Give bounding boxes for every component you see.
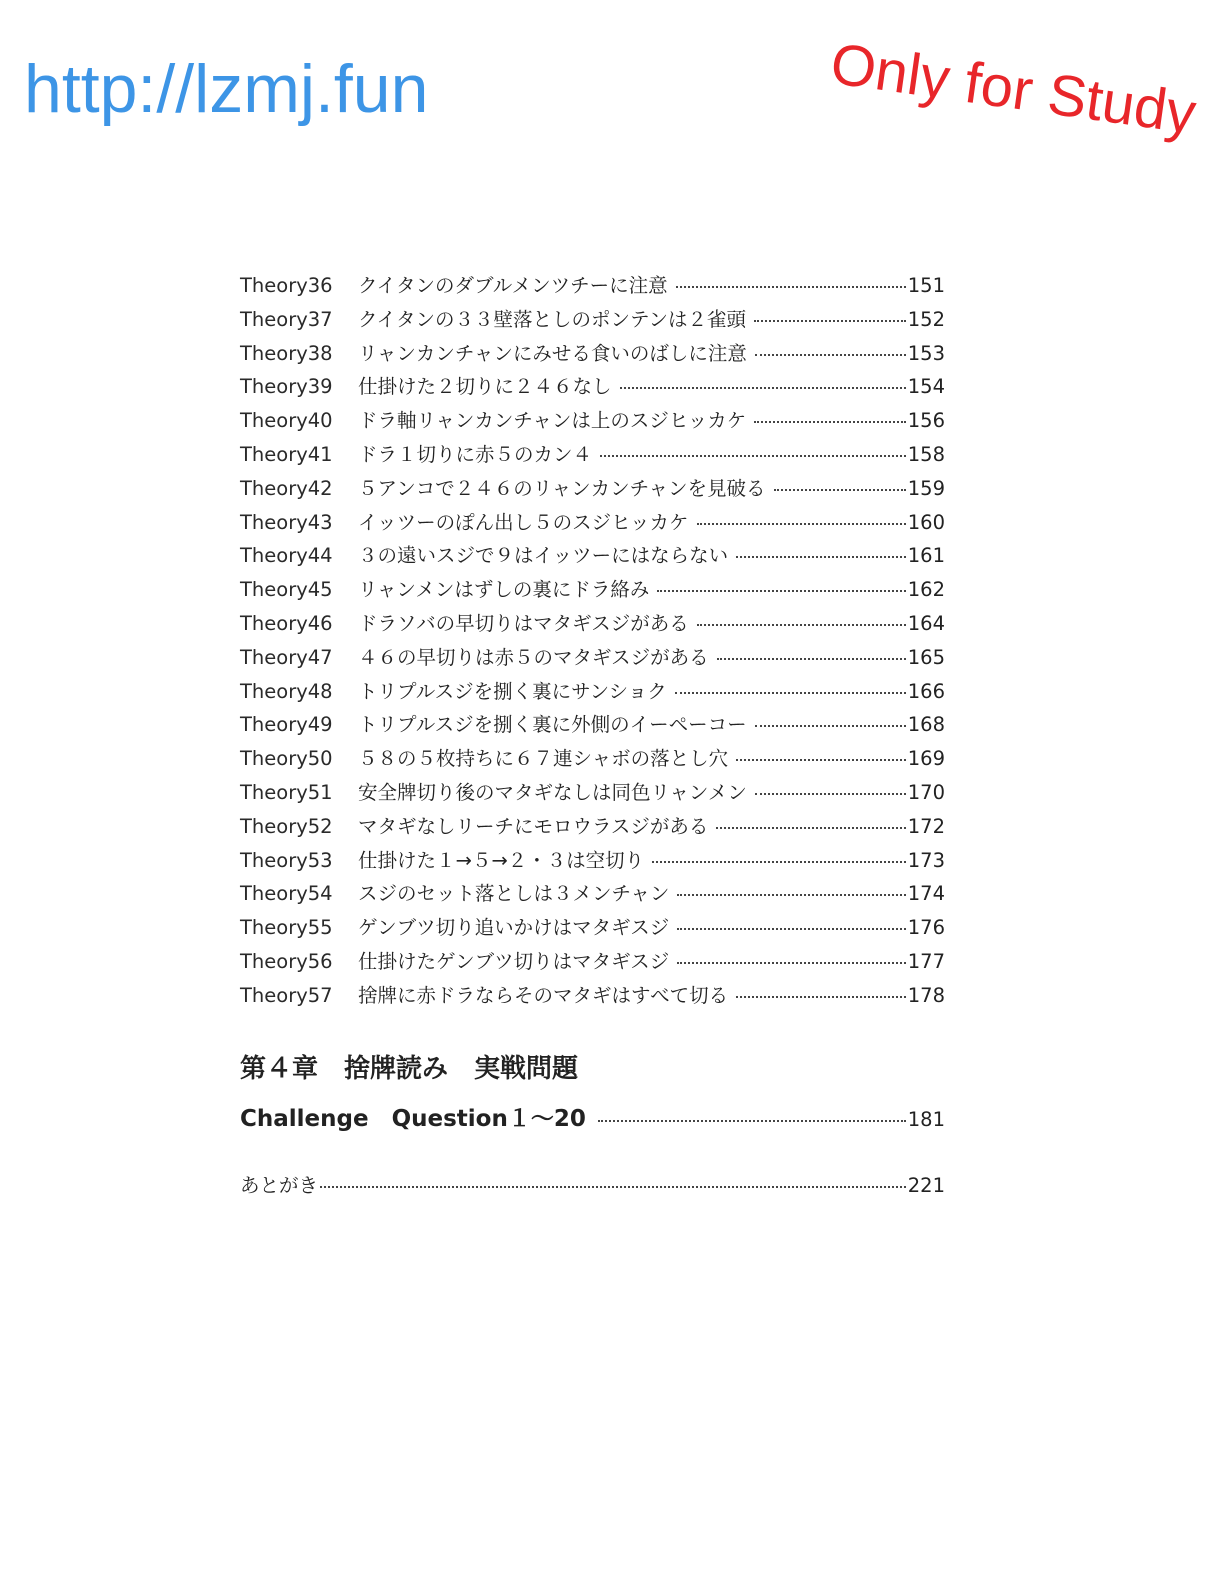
- toc-entry-page: 166: [907, 679, 945, 703]
- toc-entry-label: Theory52: [240, 814, 333, 838]
- toc-entry-label: Theory43: [240, 510, 333, 534]
- chapter-heading: 第４章 捨牌読み 実戦問題: [240, 1054, 579, 1084]
- toc-entry-title: あとがき: [240, 1174, 319, 1197]
- dot-leader: [754, 420, 906, 423]
- dot-leader: [755, 792, 906, 795]
- toc-entry[interactable]: [240, 270, 945, 304]
- toc-entry-title: ４６の早切りは赤５のマタギスジがある: [358, 645, 709, 669]
- toc-entry-title: ３の遠いスジで９はイッツーにはならない: [358, 544, 729, 568]
- toc-entry-title: Challenge Question１〜20: [240, 1106, 586, 1132]
- toc-entry-afterword[interactable]: [240, 1170, 945, 1198]
- toc-entry-label: Theory44: [240, 544, 333, 568]
- toc-entry-label: Theory38: [240, 341, 333, 365]
- toc-entry-page: 169: [907, 747, 945, 771]
- toc-entry-page: 154: [907, 375, 945, 399]
- dot-leader: [754, 319, 906, 322]
- toc-entry-page: 159: [907, 476, 945, 500]
- toc-entry-label: Theory51: [240, 780, 333, 804]
- toc-entry-label: Theory46: [240, 611, 333, 635]
- toc-entry[interactable]: [240, 912, 945, 946]
- toc-entry-title: クイタンの３３壁落としのポンテンは２雀頭: [358, 307, 747, 331]
- toc-entry[interactable]: [240, 304, 945, 338]
- toc-entry-label: Theory37: [240, 307, 333, 331]
- toc-entry[interactable]: [240, 439, 945, 473]
- dot-leader: [677, 927, 906, 930]
- toc-entry[interactable]: [240, 473, 945, 507]
- dot-leader: [716, 826, 905, 829]
- toc-entry-title: ゲンブツ切り追いかけはマタギスジ: [358, 916, 670, 940]
- toc-entry-title: リャンメンはずしの裏にドラ絡み: [358, 578, 650, 602]
- toc-entry[interactable]: [240, 540, 945, 574]
- toc-entry-title: ５アンコで２４６のリャンカンチャンを見破る: [358, 476, 766, 500]
- toc-entry[interactable]: [240, 946, 945, 980]
- toc-entry[interactable]: [240, 811, 945, 845]
- toc-entry[interactable]: [240, 405, 945, 439]
- toc-entry-label: Theory49: [240, 713, 333, 737]
- toc-entry-page: 151: [907, 274, 945, 297]
- toc-entry-label: Theory45: [240, 578, 333, 602]
- toc-entry-title: ５８の５枚持ちに６７連シャボの落とし穴: [358, 747, 729, 771]
- dot-leader: [736, 555, 906, 558]
- toc-entry-page: 168: [907, 713, 945, 737]
- toc-entry-label: Theory41: [240, 442, 333, 466]
- toc-entry[interactable]: [240, 777, 945, 811]
- toc-entry-page: 152: [907, 307, 945, 331]
- toc-entry[interactable]: [240, 743, 945, 777]
- toc-entry[interactable]: [240, 878, 945, 912]
- toc-entry-label: Theory50: [240, 747, 333, 771]
- toc-entry-label: Theory54: [240, 882, 333, 906]
- toc-entry-page: 160: [907, 510, 945, 534]
- toc-entry-label: Theory56: [240, 949, 333, 973]
- toc-entry-title: スジのセット落としは３メンチャン: [358, 882, 670, 906]
- toc-entry[interactable]: [240, 371, 945, 405]
- toc-entry-title: トリプルスジを捌く裏に外側のイーペーコー: [358, 713, 747, 737]
- toc-entry[interactable]: [240, 709, 945, 743]
- toc-entry-page: 164: [907, 611, 945, 635]
- toc-entry-page: 170: [907, 780, 945, 804]
- toc-entry-page: 221: [907, 1174, 945, 1197]
- dot-leader: [755, 724, 906, 727]
- dot-leader: [677, 893, 905, 896]
- dot-leader: [717, 657, 906, 660]
- watermark-url: http://lzmj.fun: [24, 51, 429, 127]
- toc-entry-page: 153: [907, 341, 945, 365]
- dot-leader: [652, 860, 906, 863]
- toc-entry-page: 161: [907, 544, 945, 568]
- toc-entry-title: 安全牌切り後のマタギなしは同色リャンメン: [358, 780, 747, 804]
- toc-entry-challenge[interactable]: [240, 1100, 945, 1133]
- toc-entry[interactable]: [240, 845, 945, 879]
- toc-entry-page: 177: [907, 949, 945, 973]
- toc-entry-label: Theory55: [240, 916, 333, 940]
- toc-entry-label: Theory53: [240, 848, 333, 872]
- toc-entry-title: 仕掛けた２切りに２４６なし: [358, 375, 612, 399]
- dot-leader: [697, 522, 906, 525]
- toc-entry-page: 181: [907, 1108, 945, 1131]
- table-of-contents: [240, 270, 945, 1014]
- toc-entry[interactable]: [240, 338, 945, 372]
- dot-leader: [675, 691, 906, 694]
- toc-entry-label: Theory36: [240, 274, 333, 297]
- dot-leader: [697, 623, 906, 626]
- toc-entry-label: Theory39: [240, 375, 333, 399]
- dot-leader: [677, 961, 906, 964]
- toc-entry-page: 162: [907, 578, 945, 602]
- dot-leader: [598, 1119, 906, 1122]
- toc-entry-page: 165: [907, 645, 945, 669]
- dot-leader: [620, 386, 906, 389]
- toc-entry-label: Theory48: [240, 679, 333, 703]
- toc-entry-title: マタギなしリーチにモロウラスジがある: [358, 814, 709, 838]
- dot-leader: [736, 995, 906, 998]
- toc-entry-title: イッツーのぽん出し５のスジヒッカケ: [358, 510, 689, 534]
- toc-entry-page: 158: [907, 442, 945, 466]
- toc-entry[interactable]: [240, 507, 945, 541]
- toc-entry-label: Theory47: [240, 645, 333, 669]
- toc-entry-title: ドラ１切りに赤５のカン４: [358, 442, 593, 466]
- dot-leader: [657, 589, 905, 592]
- toc-entry[interactable]: [240, 574, 945, 608]
- dot-leader: [755, 353, 906, 356]
- dot-leader: [600, 454, 906, 457]
- toc-entry-label: Theory57: [240, 983, 333, 1007]
- dot-leader: [736, 758, 906, 761]
- toc-entry-page: 156: [907, 409, 945, 433]
- toc-entry-page: 178: [907, 983, 945, 1007]
- toc-entry-title: クイタンのダブルメンツチーに注意: [358, 274, 668, 297]
- toc-entry-title: トリプルスジを捌く裏にサンショク: [358, 679, 667, 703]
- toc-entry-page: 173: [907, 848, 945, 872]
- toc-entry[interactable]: [240, 980, 945, 1014]
- toc-entry-title: ドラソバの早切りはマタギスジがある: [358, 611, 689, 635]
- toc-entry-title: 捨牌に赤ドラならそのマタギはすべて切る: [358, 983, 729, 1007]
- dot-leader: [774, 488, 906, 491]
- toc-entry-page: 174: [907, 882, 945, 906]
- toc-entry-title: 仕掛けた１→５→２・３は空切り: [358, 848, 645, 872]
- toc-entry-title: リャンカンチャンにみせる食いのばしに注意: [358, 341, 747, 365]
- toc-entry[interactable]: [240, 642, 945, 676]
- toc-entry-page: 172: [907, 814, 945, 838]
- toc-entry-page: 176: [907, 916, 945, 940]
- watermark-study-note: Only for Study: [826, 30, 1200, 147]
- dot-leader: [676, 285, 906, 288]
- toc-entry[interactable]: [240, 676, 945, 710]
- toc-entry-title: 仕掛けたゲンブツ切りはマタギスジ: [358, 949, 670, 973]
- toc-entry-title: ドラ軸リャンカンチャンは上のスジヒッカケ: [358, 409, 747, 433]
- dot-leader: [320, 1185, 906, 1188]
- toc-entry-label: Theory40: [240, 409, 333, 433]
- toc-entry[interactable]: [240, 608, 945, 642]
- toc-entry-label: Theory42: [240, 476, 333, 500]
